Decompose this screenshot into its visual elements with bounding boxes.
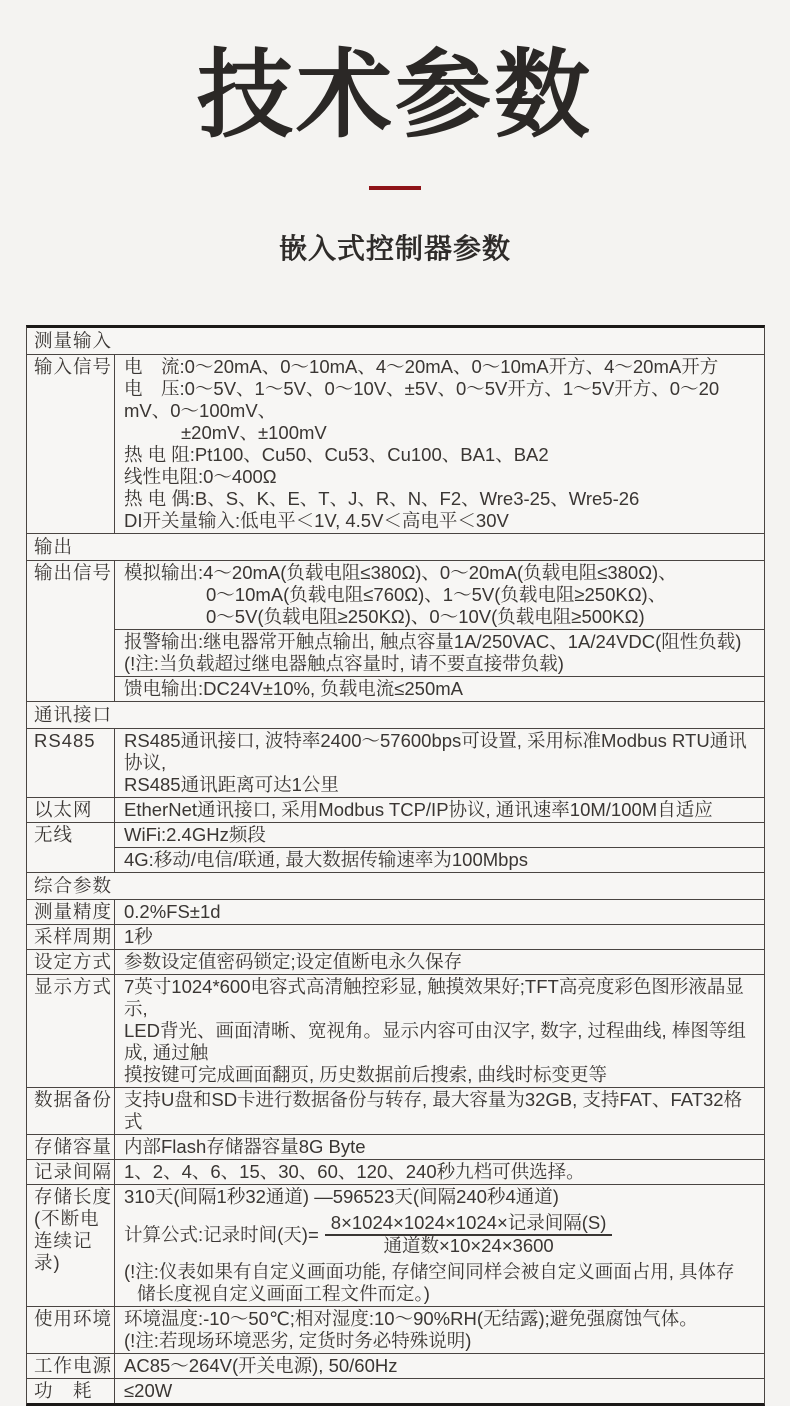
value-cell [115, 1160, 764, 1184]
spec-line: 支持U盘和SD卡进行数据备份与转存, 最大容量为32GB, 支持FAT、FAT32格式 [124, 1089, 743, 1132]
spec-line: ±20mV、±100mV [181, 422, 327, 443]
row-value [115, 1160, 764, 1184]
formula-line [124, 1208, 758, 1261]
row-label [27, 1354, 115, 1378]
row-value [115, 355, 764, 533]
row-label [27, 1379, 115, 1403]
row-label-line: 无线 [34, 824, 74, 845]
value-cell [115, 629, 764, 676]
section-label: 输出 [34, 536, 74, 557]
row-value [115, 823, 764, 872]
row-label-line: 使用环境 [34, 1308, 113, 1329]
value-cell [115, 1088, 764, 1134]
row-label [27, 950, 115, 974]
row-label [27, 925, 115, 949]
section-row [27, 533, 764, 560]
spec-line: 储长度视自定义画面工程文件而定。) [137, 1283, 430, 1304]
spec-line: 报警输出:继电器常开触点输出, 触点容量1A/250VAC、1A/24VDC(阻性负载) [124, 631, 742, 652]
section-row [27, 872, 764, 899]
spec-row [27, 822, 764, 872]
row-label-line: 记录间隔 [34, 1161, 113, 1182]
value-cell [115, 847, 764, 872]
spec-line: 线性电阻:0～400Ω [124, 466, 277, 487]
spec-row [27, 924, 764, 949]
row-value [115, 1088, 764, 1134]
row-label-line: 存储长度 [34, 1186, 113, 1207]
row-value [115, 1307, 764, 1353]
row-value [115, 1354, 764, 1378]
value-cell [115, 950, 764, 974]
row-label [27, 900, 115, 924]
row-label-line: 工作电源 [34, 1355, 113, 1376]
spec-row [27, 1159, 764, 1184]
spec-row [27, 949, 764, 974]
row-label [27, 823, 115, 872]
row-label [27, 355, 115, 533]
row-label-line: 测量精度 [34, 901, 113, 922]
row-label-line: 以太网 [34, 799, 93, 820]
row-label [27, 1088, 115, 1134]
spec-line: 馈电输出:DC24V±10%, 负载电流≤250mA [124, 678, 464, 699]
row-label [27, 561, 115, 701]
row-value [115, 900, 764, 924]
row-label-line: 设定方式 [34, 951, 113, 972]
row-value [115, 975, 764, 1087]
spec-line: 1、2、4、6、15、30、60、120、240秒九档可供选择。 [124, 1161, 585, 1182]
spec-line: 4G:移动/电信/联通, 最大数据传输速率为100Mbps [124, 849, 528, 870]
spec-row [27, 797, 764, 822]
row-label [27, 975, 115, 1087]
spec-line: 参数设定值密码锁定;设定值断电永久保存 [124, 951, 463, 972]
value-cell [115, 1135, 764, 1159]
value-cell [115, 798, 764, 822]
spec-line: DI开关量输入:低电平＜1V, 4.5V＜高电平＜30V [124, 510, 509, 531]
spec-line: RS485通讯距离可达1公里 [124, 774, 339, 795]
spec-line: 0～10mA(负载电阻≤760Ω)、1～5V(负载电阻≥250KΩ)、 [206, 584, 667, 605]
value-cell [115, 975, 764, 1087]
spec-table [26, 325, 765, 1406]
value-cell [115, 729, 764, 797]
page-title: 技术参数 [197, 42, 593, 149]
row-label-line: 采样周期 [34, 926, 113, 947]
page-subtitle: 嵌入式控制器参数 [278, 233, 511, 264]
formula-prefix: 计算公式:记录时间(天)= [124, 1223, 319, 1245]
row-label [27, 1185, 115, 1306]
hero-header [0, 0, 790, 266]
fraction [325, 1212, 613, 1257]
spec-line: RS485通讯接口, 波特率2400～57600bps可设置, 采用标准Modbus RTU通讯协议, [124, 730, 747, 773]
section-label: 综合参数 [34, 875, 113, 896]
row-value [115, 1135, 764, 1159]
value-cell [115, 823, 764, 847]
row-label-line: 存储容量 [34, 1136, 113, 1157]
spec-line: WiFi:2.4GHz频段 [124, 824, 266, 845]
row-label-line: RS485 [34, 730, 96, 751]
spec-row [27, 1184, 764, 1306]
spec-line: 摸按键可完成画面翻页, 历史数据前后搜索, 曲线时标变更等 [124, 1064, 608, 1085]
spec-line: LED背光、画面清晰、宽视角。显示内容可由汉字, 数字, 过程曲线, 棒图等组成, 通过触 [124, 1020, 746, 1063]
spec-row [27, 1306, 764, 1353]
value-cell [115, 1307, 764, 1353]
spec-line: 电 流:0～20mA、0～10mA、4～20mA、0～10mA开方、4～20mA开方 [124, 356, 719, 377]
value-cell [115, 1354, 764, 1378]
value-cell [115, 676, 764, 701]
spec-line: 热 电 阻:Pt100、Cu50、Cu53、Cu100、BA1、BA2 [124, 444, 549, 465]
row-label-line: 输入信号 [34, 356, 113, 377]
spec-row [27, 354, 764, 533]
spec-line: 1秒 [124, 926, 153, 947]
value-cell [115, 1185, 764, 1306]
row-label-line: 显示方式 [34, 976, 113, 997]
row-label-line: 功 耗 [34, 1380, 93, 1401]
spec-line: 310天(间隔1秒32通道) —596523天(间隔240秒4通道) [124, 1186, 559, 1207]
section-row [27, 328, 764, 354]
spec-line: EtherNet通讯接口, 采用Modbus TCP/IP协议, 通讯速率10M/100M自适应 [124, 799, 713, 820]
spec-row [27, 728, 764, 797]
section-label: 测量输入 [34, 330, 113, 351]
value-cell [115, 355, 764, 533]
spec-line: (!注:当负载超过继电器触点容量时, 请不要直接带负载) [124, 653, 564, 674]
spec-line: (!注:若现场环境恶劣, 定货时务必特殊说明) [124, 1330, 472, 1351]
row-label-line: (不断电 [34, 1208, 100, 1229]
spec-line: 模拟输出:4～20mA(负载电阻≤380Ω)、0～20mA(负载电阻≤380Ω)、 [124, 562, 677, 583]
value-cell [115, 925, 764, 949]
row-value [115, 925, 764, 949]
spec-line: 内部Flash存储器容量8G Byte [124, 1136, 366, 1157]
row-label [27, 1135, 115, 1159]
fraction-denominator: 通道数×10×24×3600 [383, 1235, 554, 1256]
section-label: 通讯接口 [34, 704, 113, 725]
spec-row [27, 1353, 764, 1378]
value-cell [115, 1379, 764, 1403]
row-value [115, 561, 764, 701]
value-cell [115, 900, 764, 924]
row-label [27, 798, 115, 822]
spec-row [27, 560, 764, 701]
row-value [115, 729, 764, 797]
row-value [115, 798, 764, 822]
row-label-line: 数据备份 [34, 1089, 113, 1110]
spec-line: 0.2%FS±1d [124, 901, 221, 922]
spec-row [27, 899, 764, 924]
spec-line: AC85～264V(开关电源), 50/60Hz [124, 1355, 398, 1376]
row-label [27, 1160, 115, 1184]
spec-line: (!注:仪表如果有自定义画面功能, 存储空间同样会被自定义画面占用, 具体存 [124, 1261, 735, 1282]
row-value [115, 1185, 764, 1306]
row-label [27, 1307, 115, 1353]
spec-row [27, 1378, 764, 1403]
spec-line: 7英寸1024*600电容式高清触控彩显, 触摸效果好;TFT高亮度彩色图形液晶显示, [124, 976, 744, 1019]
spec-row [27, 1134, 764, 1159]
row-value [115, 950, 764, 974]
row-label-line: 输出信号 [34, 562, 113, 583]
spec-line: 0～5V(负载电阻≥250KΩ)、0～10V(负载电阻≥500KΩ) [206, 606, 645, 627]
spec-line: ≤20W [124, 1380, 173, 1401]
fraction-numerator: 8×1024×1024×1024×记录间隔(S) [325, 1212, 613, 1236]
row-label [27, 729, 115, 797]
spec-line: 环境温度:-10～50℃;相对湿度:10～90%RH(无结露);避免强腐蚀气体。 [124, 1308, 698, 1329]
section-row [27, 701, 764, 728]
value-cell [115, 561, 764, 629]
spec-line: 电 压:0～5V、1～5V、0～10V、±5V、0～5V开方、1～5V开方、0～20 mV、0～100mV、 [124, 378, 720, 421]
spec-line: 热 电 偶:B、S、K、E、T、J、R、N、F2、Wre3-25、Wre5-26 [124, 488, 640, 509]
spec-row [27, 1087, 764, 1134]
row-value [115, 1379, 764, 1403]
spec-row [27, 974, 764, 1087]
row-label-line: 连续记录) [34, 1230, 93, 1273]
